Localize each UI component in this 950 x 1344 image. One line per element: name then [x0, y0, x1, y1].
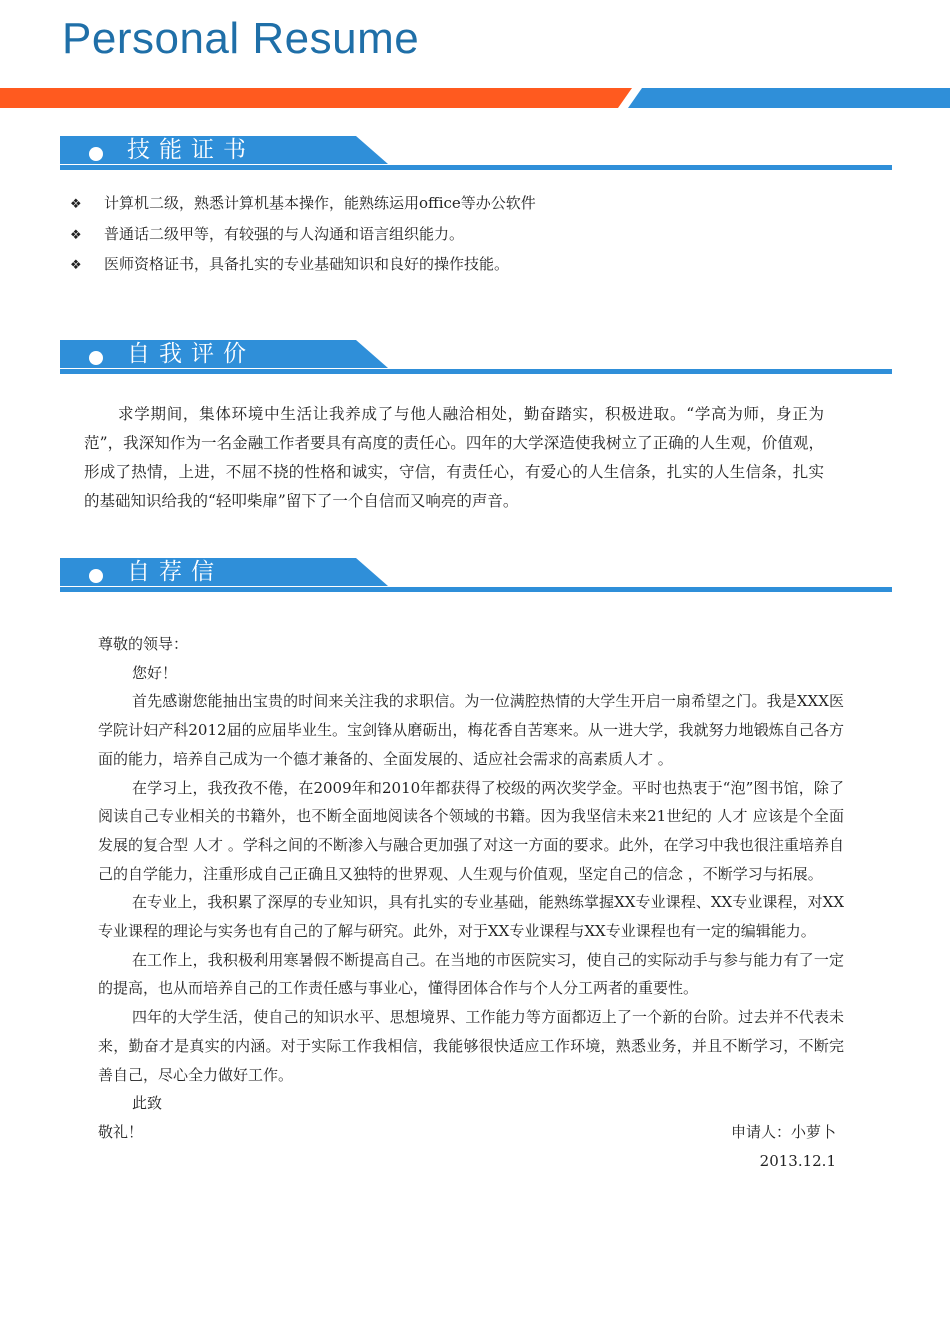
list-item: ❖ 医师资格证书，具备扎实的专业基础知识和良好的操作技能。: [70, 251, 536, 282]
diamond-bullet-icon: ❖: [70, 197, 82, 212]
self-eval-text: 求学期间，集体环境中生活让我养成了与他人融洽相处，勤奋踏实，积极进取。“学高为师，身正为范”，我深知作为一名金融工作者要具有高度的责任心。四年的大学深造使我树立了正确的人生观，价值观，形成了热情，上进，不屈不挠的性格和诚实，守信，有责任心，有爱心的人生信条，扎实的人生信条，扎实的基础知识给我的“轻叩柴扉”留下了一个自信而又响亮的声音。: [84, 405, 824, 510]
letter-paragraph: 在学习上，我孜孜不倦，在2009年和2010年都获得了校级的两次奖学金。平时也热衷于“泡”图书馆，除了阅读自己专业相关的书籍外，也不断全面地阅读各个领域的书籍。因为我坚信未来21世纪的 人才 应该是个全面发展的复合型 人才 。学科之间的不断渗入与融合更加强了对这一方面的要求。此外，在学习中我也很注重培养自己的自学能力，注重形成自己正确且又独特的世界观、人生观与价值观，坚定自己的信念 ，不断学习与拓展。: [98, 778, 844, 883]
skills-list: [70, 190, 536, 282]
list-item: ❖ 计算机二级，熟悉计算机基本操作，能熟练运用office等办公软件: [70, 190, 536, 221]
letter-paragraph: 在工作上，我积极利用寒暑假不断提高自己。在当地的市医院实习，使自己的实际动手与参与能力有了一定的提高，也从而培养自己的工作责任感与事业心，懂得团体合作与个人分工两者的重要性。: [98, 950, 844, 998]
section-dot-icon: [89, 569, 103, 583]
letter-paragraph: 首先感谢您能抽出宝贵的时间来关注我的求职信。为一位满腔热情的大学生开启一扇希望之门。我是XXX医学院计妇产科2012届的应届毕业生。宝剑锋从磨砺出，梅花香自苦寒来。从一进大学，我就努力地锻炼自己各方面的能力，培养自己成为一个德才兼备的、全面发展的、适应社会需求的高素质人才 。: [98, 692, 844, 768]
section-dot-icon: [89, 351, 103, 365]
section-dot-icon: [89, 147, 103, 161]
list-item: ❖ 普通话二级甲等，有较强的与人沟通和语言组织能力。: [70, 221, 536, 252]
letter-paragraph: 在专业上，我积累了深厚的专业知识，具有扎实的专业基础，能熟练掌握XX专业课程、XX专业课程，对XX专业课程的理论与实务也有自己的了解与研究。此外，对于XX专业课程与XX专业课程也有一定的编辑能力。: [98, 893, 844, 941]
header-stripe-blue: [628, 88, 950, 108]
letter-regards: 敬礼！: [98, 1122, 144, 1141]
section-title-cover-letter: 自荐信: [127, 559, 223, 585]
letter-closing: 此致: [132, 1094, 163, 1113]
letter-signature: 申请人：小萝卜: [730, 1122, 836, 1141]
letter-paragraph: 四年的大学生活，使自己的知识水平、思想境界、工作能力等方面都迈上了一个新的台阶。过去并不代表未来，勤奋才是真实的内涵。对于实际工作我相信，我能够很快适应工作环境，熟悉业务，并且不断学习，不断完善自己，尽心全力做好工作。: [98, 1008, 844, 1084]
letter-date: 2013.12.1: [759, 1151, 836, 1170]
header-stripe: [0, 88, 950, 108]
letter-greeting: 您好！: [132, 663, 178, 682]
letter-date-row: [98, 1147, 844, 1176]
diamond-bullet-icon: ❖: [70, 227, 82, 243]
section-title-skills: 技能证书: [127, 137, 255, 163]
letter-salutation: 尊敬的领导：: [98, 635, 189, 653]
header-stripe-orange: [0, 88, 632, 108]
cover-letter: [98, 630, 844, 1175]
letter-signoff-row: [98, 1118, 844, 1147]
section-title-self-eval: 自我评价: [127, 341, 255, 367]
diamond-bullet-icon: ❖: [70, 258, 82, 273]
page-title: Personal Resume: [62, 14, 420, 63]
